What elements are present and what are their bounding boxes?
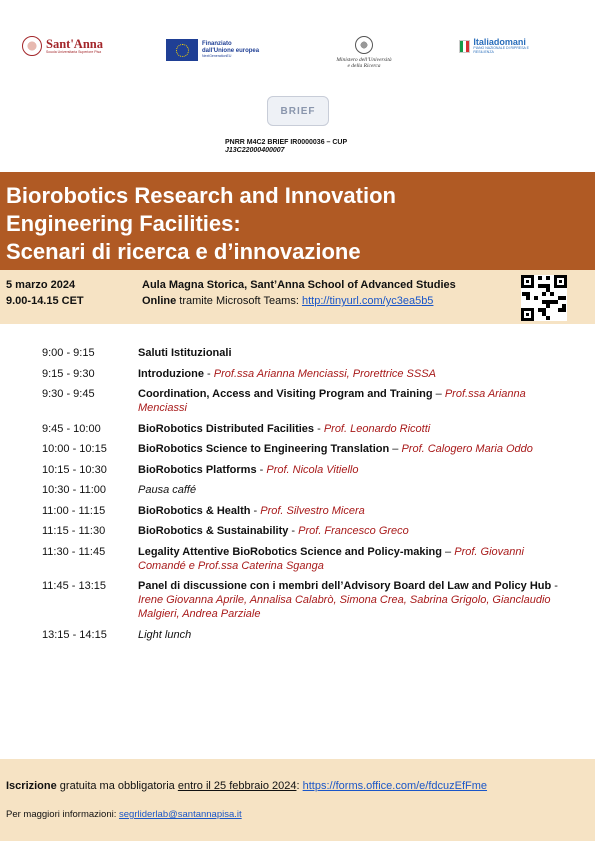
session-title: BioRobotics Science to Engineering Translation (138, 443, 390, 455)
eu-logo (166, 37, 276, 63)
schedule-row (42, 628, 572, 642)
speaker-name: Prof. Silvestro Micera (260, 504, 365, 517)
schedule-row (42, 579, 572, 621)
venue-name: Aula Magna Storica, Sant’Anna School of Advanced Studies (142, 279, 456, 291)
separator: - (256, 463, 267, 476)
schedule-row (42, 545, 572, 573)
cup-line2: J13C22000400007 (225, 147, 285, 155)
speaker-name: Prof. Leonardo Ricotti (323, 422, 431, 435)
event-venue (142, 277, 456, 309)
schedule-row (42, 422, 572, 436)
schedule-time: 10:15 - 10:30 (42, 463, 107, 476)
separator: - (551, 580, 558, 592)
speaker-name: Irene Giovanna Aprile, Annalisa Calabrò, Simona Crea, Sabrina Grigolo, Gianclaudio Malgieri, Andrea Parziale (138, 594, 551, 620)
schedule-row (42, 367, 572, 381)
separator: - (288, 525, 299, 537)
brief-logo (267, 96, 329, 126)
contact-email-link[interactable]: segrliderlab@santannapisa.it (119, 809, 242, 820)
schedule-row (42, 463, 572, 477)
italian-emblem-icon (355, 36, 373, 54)
schedule-time: 11:00 - 11:15 (42, 504, 106, 517)
italiadomani-name: Italiadomani (473, 37, 526, 47)
session-title: BioRobotics Platforms (138, 463, 257, 476)
italy-flag-icon (459, 40, 470, 53)
schedule-description (138, 524, 572, 538)
teams-link[interactable]: http://tinyurl.com/yc3ea5b5 (301, 295, 434, 307)
schedule-time: 11:15 - 11:30 (42, 525, 106, 537)
schedule-description (138, 463, 572, 477)
schedule-description (138, 367, 572, 381)
separator: – (442, 545, 455, 558)
registration-line (6, 780, 487, 792)
event-date: 5 marzo 2024 (6, 279, 76, 291)
footer-band (0, 759, 595, 841)
schedule-row (42, 346, 572, 360)
contact-line (6, 809, 242, 820)
event-time: 9.00-14.15 CET (6, 295, 84, 307)
schedule-time: 10:30 - 11:00 (42, 484, 107, 496)
qr-code-icon[interactable] (521, 275, 567, 321)
title-line1: Biorobotics Research and Innovation (6, 183, 396, 208)
registration-colon: : (296, 780, 303, 792)
session-title: BioRobotics Distributed Facilities (138, 422, 315, 435)
schedule-time: 9:45 - 10:00 (42, 422, 101, 435)
schedule-description (138, 422, 572, 436)
registration-deadline: entro il 25 febbraio 2024 (177, 780, 297, 792)
schedule-time: 11:45 - 13:15 (42, 580, 107, 592)
title-line2: Engineering Facilities: (6, 211, 241, 236)
separator: - (250, 504, 261, 517)
separator: – (389, 443, 402, 455)
session-title: Saluti Istituzionali (138, 347, 232, 359)
cup-code (225, 139, 347, 156)
session-title: Panel di discussione con i membri dell’Advisory Board del Law and Policy Hub (138, 580, 552, 592)
schedule-description (138, 387, 572, 415)
session-title: BioRobotics & Health (138, 504, 251, 517)
session-title: BioRobotics & Sustainability (138, 525, 289, 537)
schedule-description (138, 545, 572, 573)
schedule-time: 11:30 - 11:45 (42, 545, 106, 558)
schedule-description (138, 628, 572, 642)
ministero-line2: e della Ricerca (347, 63, 381, 70)
event-date-time (6, 277, 84, 309)
schedule-time: 9:00 - 9:15 (42, 347, 95, 359)
title-band (0, 172, 595, 270)
italiadomani-logo (459, 36, 539, 56)
schedule-row (42, 524, 572, 538)
schedule-row (42, 483, 572, 497)
contact-label: Per maggiori informazioni: (6, 809, 119, 820)
session-note: Light lunch (138, 628, 192, 641)
schedule-row (42, 442, 572, 456)
eu-line1: Finanziato (202, 41, 232, 48)
registration-label: Iscrizione (6, 780, 57, 792)
separator: - (204, 367, 214, 380)
registration-link[interactable]: https://forms.office.com/e/fdcuzEfFme (302, 780, 488, 792)
santanna-name: Sant'Anna (46, 36, 103, 51)
registration-text: gratuita ma obbligatoria (56, 780, 178, 792)
session-title: Introduzione (138, 367, 204, 380)
session-title: Legality Attentive BioRobotics Science and Policy-making (138, 545, 442, 558)
schedule-description (138, 346, 572, 360)
speaker-name: Prof. Calogero Maria Oddo (401, 443, 533, 455)
santanna-subtitle: Scuola Universitaria Superiore Pisa (46, 50, 102, 54)
separator: – (432, 388, 445, 400)
ministero-logo (330, 36, 398, 70)
eu-line2: dall'Unione europea (202, 47, 260, 54)
speaker-name: Prof. Francesco Greco (298, 525, 409, 537)
schedule (42, 346, 572, 648)
session-note: Pausa caffé (138, 484, 197, 496)
title-line3: Scenari di ricerca e d’innovazione (6, 239, 361, 264)
schedule-row (42, 504, 572, 518)
santanna-seal-icon (22, 36, 42, 56)
schedule-description (138, 442, 572, 456)
schedule-time: 13:15 - 14:15 (42, 628, 107, 641)
cup-line1: PNRR M4C2 BRIEF IR0000036 – CUP (225, 139, 348, 146)
eu-flag-icon (166, 39, 198, 61)
speaker-name: Prof.ssa Arianna Menciassi (138, 388, 526, 414)
brief-name: BRIEF (280, 105, 316, 117)
schedule-time: 9:30 - 9:45 (42, 388, 95, 400)
santanna-logo (22, 34, 112, 58)
session-title: Coordination, Access and Visiting Program and Training (138, 388, 433, 400)
italiadomani-subtitle: PIANO NAZIONALE DI RIPRESA E RESILIENZA (473, 46, 530, 54)
speaker-name: Prof. Nicola Vitiello (266, 463, 359, 476)
online-label: Online (142, 295, 177, 307)
schedule-row (42, 387, 572, 415)
ministero-line1: Ministero dell'Università (336, 57, 392, 63)
event-info-band (0, 270, 595, 324)
schedule-time: 10:00 - 10:15 (42, 443, 107, 455)
schedule-description (138, 504, 572, 518)
schedule-time: 9:15 - 9:30 (42, 367, 95, 380)
speaker-name: Prof.ssa Arianna Menciassi, Prorettrice SSSA (213, 367, 436, 380)
online-text: tramite Microsoft Teams: (179, 295, 299, 307)
speaker-name: Prof. Giovanni Comandé e Prof.ssa Caterina Sganga (138, 545, 524, 572)
schedule-description (138, 483, 572, 497)
schedule-description (138, 579, 572, 621)
online-line (142, 293, 456, 309)
separator: - (314, 422, 324, 435)
eu-line3: NextGenerationEU (202, 53, 232, 58)
